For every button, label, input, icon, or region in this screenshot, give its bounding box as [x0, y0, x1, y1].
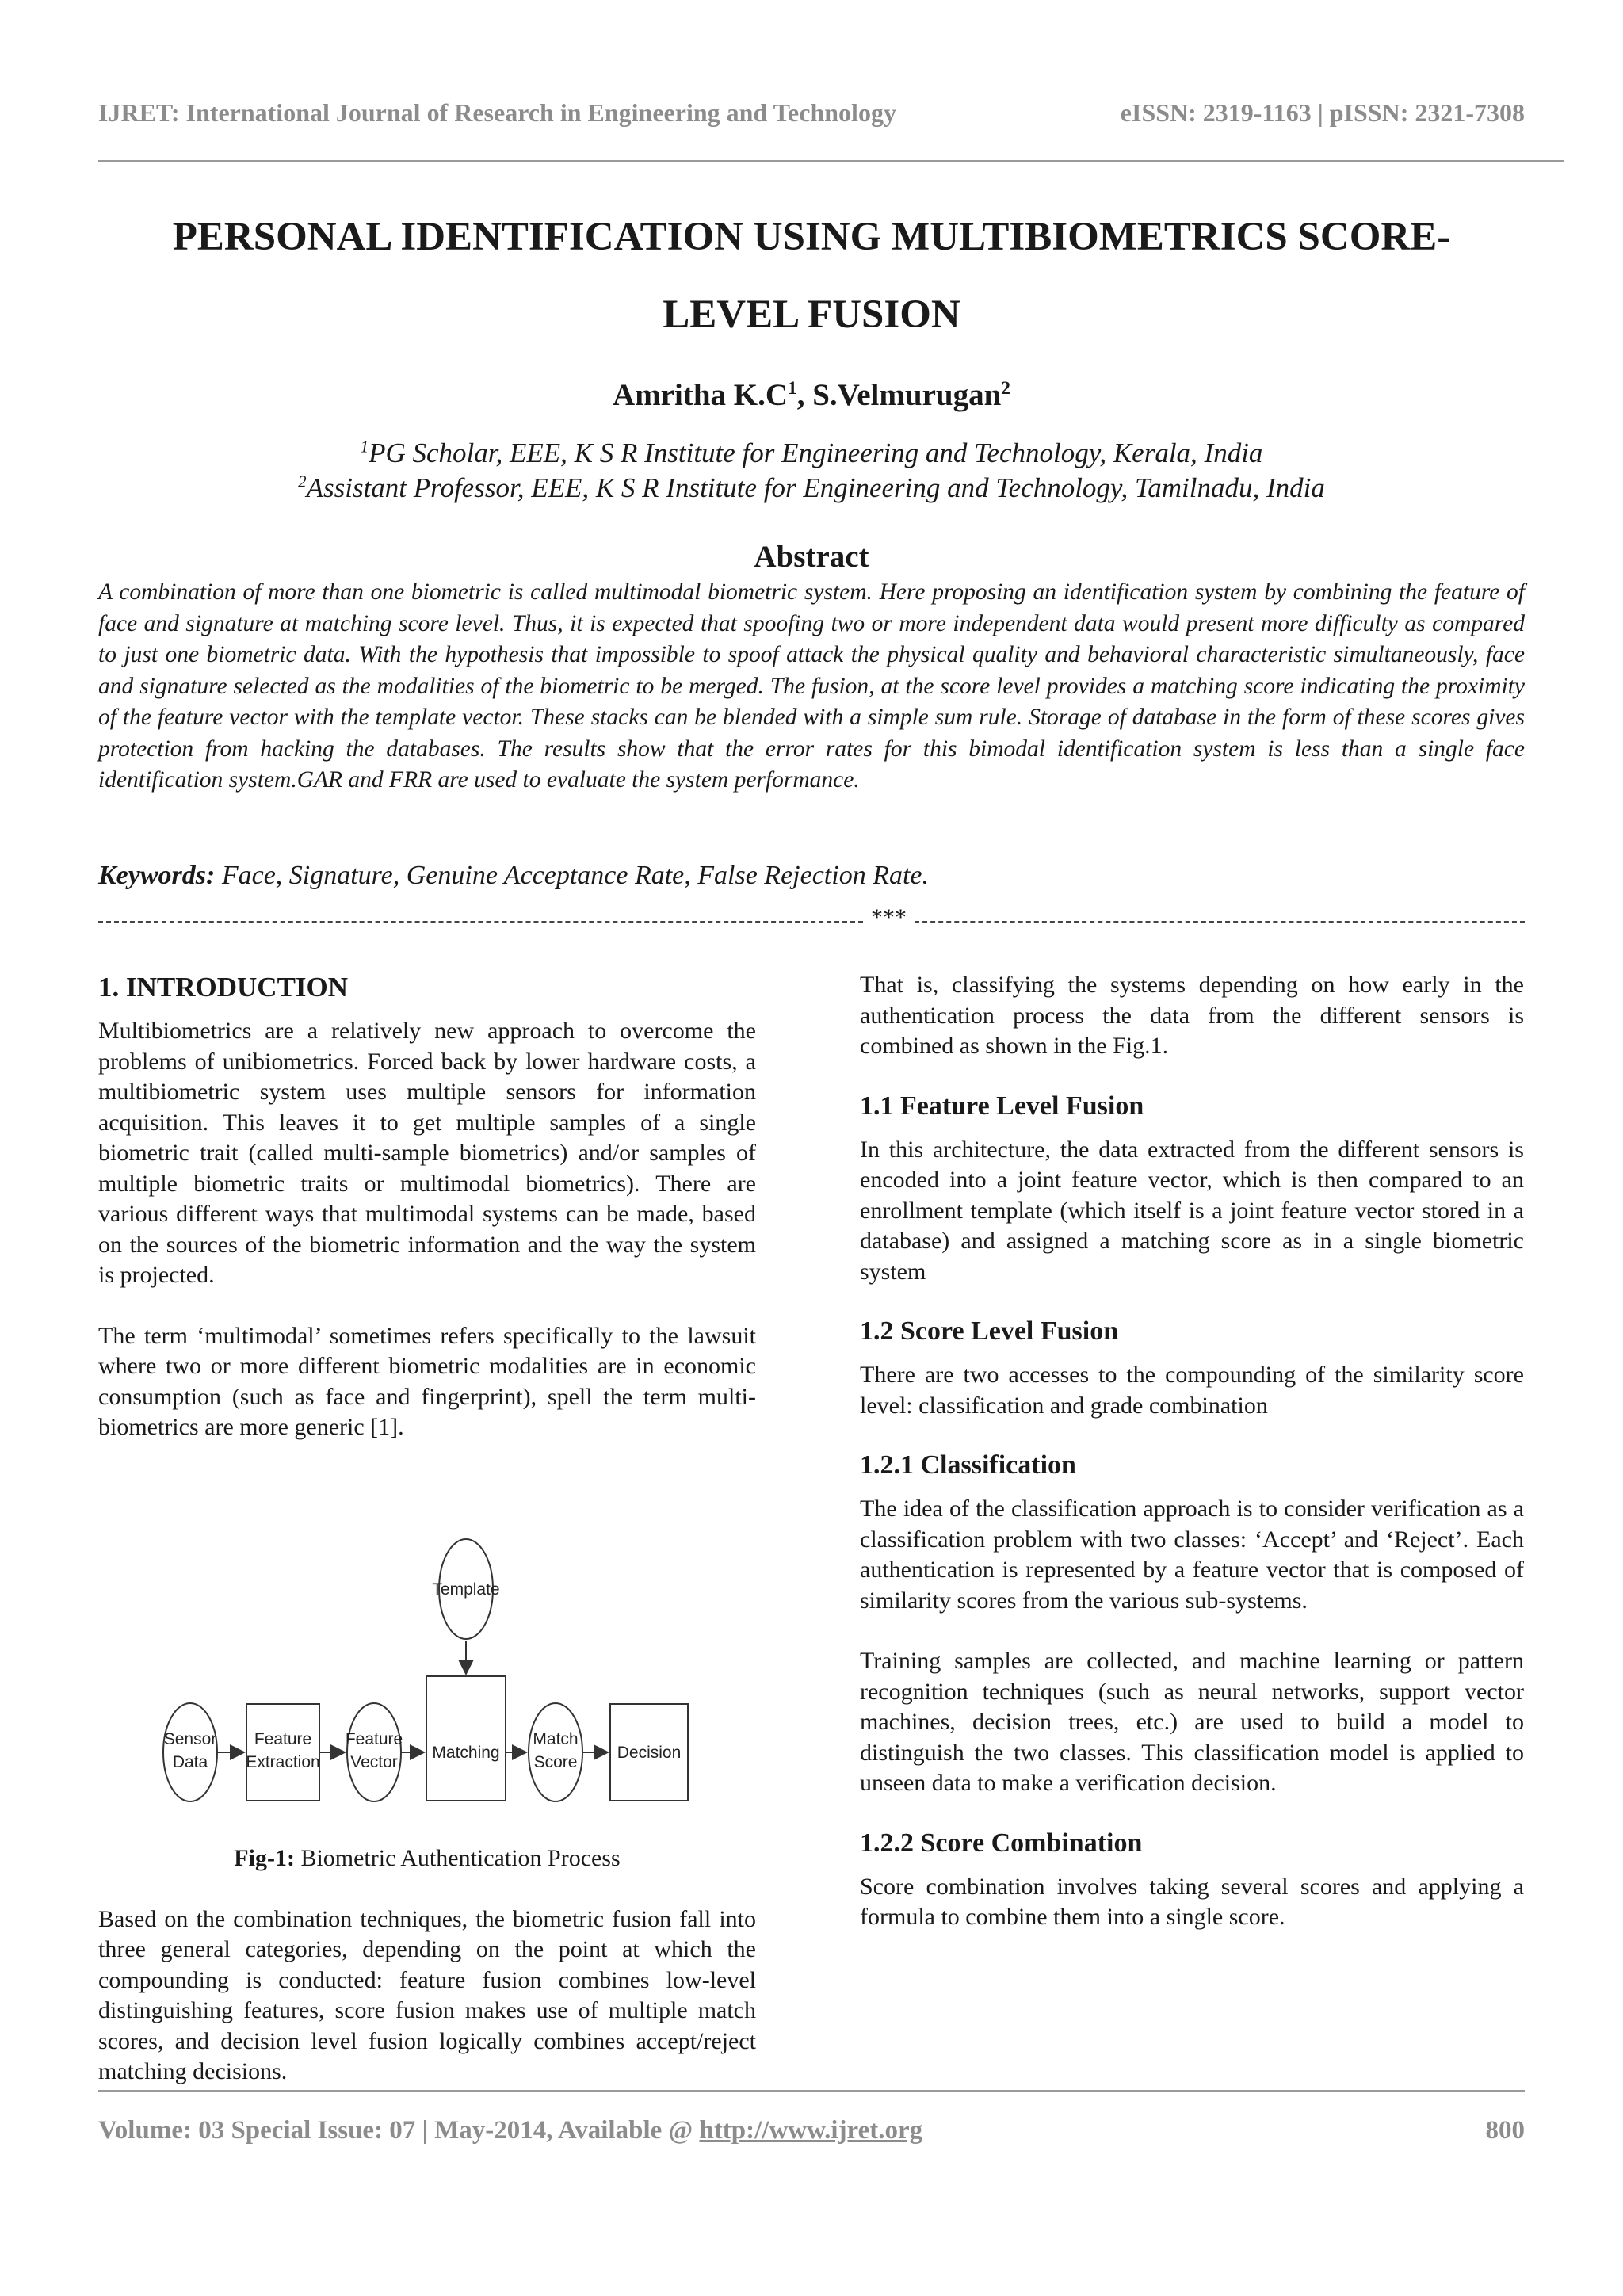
- heading-1-2-2: 1.2.2 Score Combination: [860, 1828, 1143, 1858]
- affiliation-1: [0, 436, 1623, 471]
- issn-info: eISSN: 2319-1163 | pISSN: 2321-7308: [1120, 98, 1525, 127]
- author-2-sup: 2: [1001, 378, 1010, 399]
- paragraph-1-2-1a: The idea of the classification approach is to consider verification as a classification problem with two classes: ‘Accept’ and ‘Reject’. Each authentication is represented by a feature vector that is composed of similarity scores from the various sub-systems.: [860, 1496, 1524, 1614]
- match-score-node: [529, 1703, 582, 1801]
- author-list: [0, 377, 1623, 413]
- keywords-label: Keywords:: [98, 861, 216, 890]
- footer-volume: Volume: 03 Special Issue: 07 | May-2014, Available @: [98, 2116, 700, 2145]
- sensor-label-1: Sensor: [163, 1730, 217, 1748]
- section-separator: [98, 904, 1525, 931]
- feature-extraction-node: [246, 1704, 319, 1801]
- journal-name: IJRET: International Journal of Research in Engineering and Technology: [98, 98, 896, 127]
- figure-1-caption: [98, 1843, 756, 1874]
- affiliation-1-sup: 1: [360, 437, 369, 457]
- heading-1-2: 1.2 Score Level Fusion: [860, 1316, 1119, 1346]
- introduction-heading: 1. INTRODUCTION: [98, 972, 349, 1003]
- header-rule: [98, 160, 1564, 162]
- author-2: S.Velmurugan: [812, 378, 1002, 412]
- intro-paragraph-3: Based on the combination techniques, the biometric fusion fall into three general categories, depending on the point at which the compounding is conducted: feature fusion combines low-level distinguishing features, score fusion makes use of multiple match scores, and decision level fusion logically combines accept/reject matching decisions.: [98, 1905, 756, 2084]
- affiliation-1-text: PG Scholar, EEE, K S R Institute for Engineering and Technology, Kerala, India: [369, 437, 1263, 468]
- heading-1-1: 1.1 Feature Level Fusion: [860, 1091, 1144, 1121]
- decision-label: Decision: [617, 1744, 682, 1762]
- right-paragraph-0: That is, classifying the systems depending on how early in the authentication process the data from the different sensors is combined as shown in the Fig.1.: [860, 972, 1524, 1059]
- author-separator: ,: [796, 378, 813, 412]
- intro-paragraph-1: Multibiometrics are a relatively new approach to overcome the problems of unibiometrics. Forced back by lower hardware costs, a multibiometric system uses multiple sensors for information acquisition. This leaves it to get multiple samples of a single biometric trait (called multi-sample biometrics) and/or samples of multiple biometric traits or multimodal biometrics). There are various different ways that multimodal systems can be made, based on the sources of the biometric information and the way the system is projected.: [98, 1018, 756, 1288]
- page-footer: [98, 2116, 1525, 2145]
- match-score-label-1: Match: [533, 1730, 579, 1748]
- affiliation-2-text: Assistant Professor, EEE, K S R Institute for Engineering and Technology, Tamilnadu, India: [306, 472, 1325, 503]
- right-column: [860, 970, 1524, 1933]
- sensor-label-2: Data: [172, 1753, 208, 1771]
- feature-extraction-label-1: Feature: [254, 1730, 312, 1748]
- separator-stars: ***: [871, 904, 907, 930]
- affiliation-2: [0, 471, 1623, 506]
- title-line-1: PERSONAL IDENTIFICATION USING MULTIBIOMETRICS SCORE-: [172, 215, 1451, 259]
- matching-node: [426, 1676, 506, 1801]
- feature-vector-label-2: Vector: [350, 1753, 398, 1771]
- abstract-text: A combination of more than one biometric is called multimodal biometric system. Here proposing an identification system by combining the feature of face and signature at matching score level. Thus, it is expected that spoofing two or more independent data would present more difficulty as compared to just one biometric data. With the hypothesis that impossible to spoof attack the physical quality and behavioral characteristic simultaneously, face and signature selected as the modalities of the biometric to be merged. The fusion, at the score level provides a matching score indicating the proximity of the feature vector with the template vector. These stacks can be blended with a simple sum rule. Storage of database in the form of these scores gives protection from hacking the databases. The results show that the error rates for this bimodal identification system is less than a single face identification system.GAR and FRR are used to evaluate the system performance.: [98, 579, 1525, 793]
- affiliation-2-sup: 2: [298, 472, 307, 491]
- paragraph-1-2-2: Score combination involves taking several scores and applying a formula to combine them into a single score.: [860, 1873, 1524, 1930]
- heading-1-2-1: 1.2.1 Classification: [860, 1450, 1076, 1480]
- journal-link[interactable]: http://www.ijret.org: [699, 2116, 923, 2145]
- template-label: Template: [432, 1580, 500, 1599]
- author-1-sup: 1: [788, 378, 797, 399]
- page-number: 800: [1485, 2116, 1525, 2145]
- feature-extraction-label-2: Extraction: [246, 1753, 320, 1771]
- separator-line-right: [915, 921, 1525, 923]
- paragraph-1-2-1b: Training samples are collected, and machine learning or pattern recognition techniques (such as neural networks, support vector machines, decision trees, etc.) are used to build a model to distinguish the two classes. This classification model is applied to unseen data to make a verification decision.: [860, 1648, 1524, 1796]
- paragraph-1-1: In this architecture, the data extracted from the different sensors is encoded into a joint feature vector, which is then compared to an enrollment template (which itself is a joint feature vector stored in a database) and assigned a matching score as in a single biometric system: [860, 1136, 1524, 1285]
- match-score-label-2: Score: [533, 1753, 578, 1771]
- figure-1-label: Fig-1:: [234, 1845, 295, 1871]
- sensor-data-node: [163, 1703, 217, 1801]
- keywords-text: Face, Signature, Genuine Acceptance Rate, False Rejection Rate.: [215, 861, 929, 890]
- figure-1-diagram: [155, 1510, 709, 1859]
- paragraph-1-2: There are two accesses to the compounding of the similarity score level: classification and grade combination: [860, 1362, 1524, 1419]
- paper-title: [79, 198, 1544, 353]
- left-column-lower: [98, 1843, 756, 2088]
- matching-label: Matching: [432, 1744, 500, 1762]
- feature-vector-node: [347, 1703, 401, 1801]
- intro-paragraph-2: The term ‘multimodal’ sometimes refers specifically to the lawsuit where two or more different biometric modalities are in economic consumption (such as face and fingerprint), spell the term multi-biometrics are more generic [1].: [98, 1322, 756, 1440]
- author-1: Amritha K.C: [613, 378, 789, 412]
- figure-1-caption-text: Biometric Authentication Process: [294, 1845, 621, 1871]
- left-column: [98, 972, 756, 1443]
- abstract-heading: Abstract: [754, 540, 869, 574]
- footer-rule: [98, 2090, 1525, 2092]
- affiliations: [0, 436, 1623, 506]
- title-line-2: LEVEL FUSION: [663, 292, 960, 337]
- running-header: [98, 98, 1525, 128]
- separator-line-left: [98, 921, 863, 923]
- keywords: [98, 861, 1525, 891]
- feature-vector-label-1: Feature: [345, 1730, 403, 1748]
